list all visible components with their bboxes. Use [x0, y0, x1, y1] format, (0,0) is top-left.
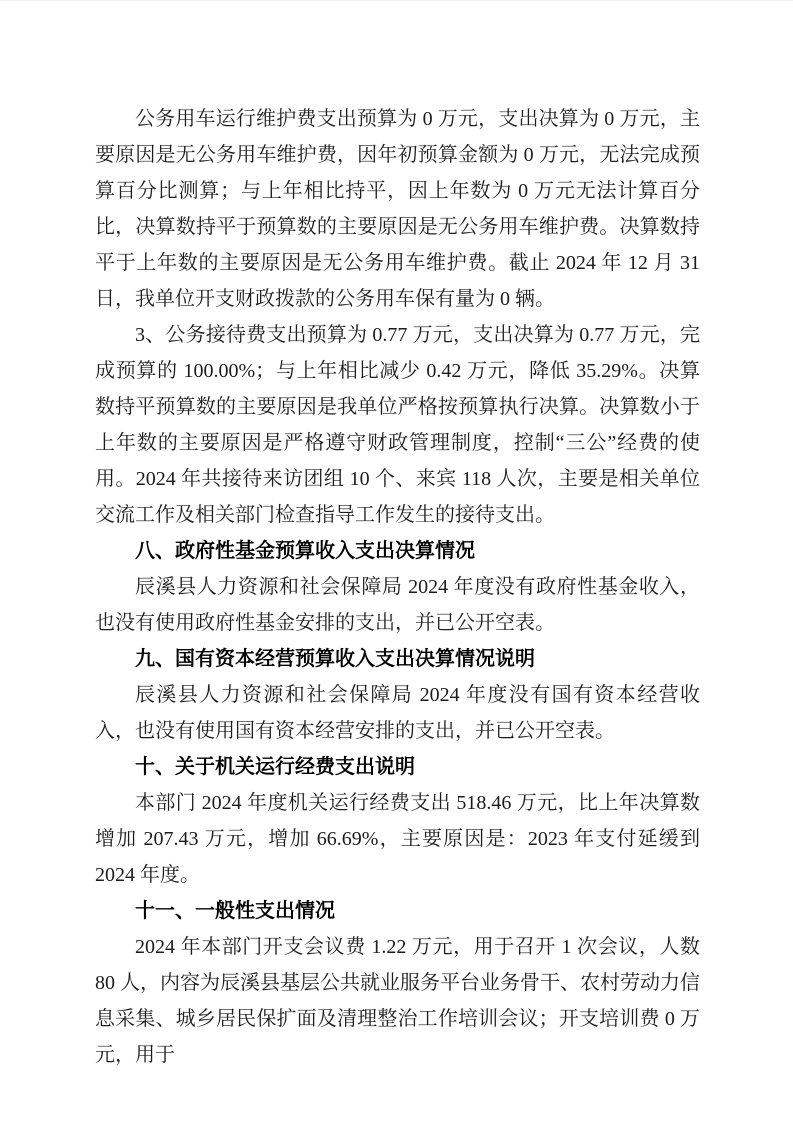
section-heading-state-capital-operation: 九、国有资本经营预算收入支出决算情况说明	[135, 648, 535, 670]
paragraph-vehicle-maintenance-expense: 公务用车运行维护费支出预算为 0 万元，支出决算为 0 万元，主要原因是无公务用车维护费，因年初预算金额为 0 万元，无法完成预算百分比测算；与上年相比持平，因上年数为 0 万元无法计算百分比，决算数持平于预算数的主要原因是无公务用车维护费。决算数持平于上年数的主要原因是无公务用车维护费。截止 2024 年 12 月 31 日，我单位开支财政拨款的公务用车保有量为 0 辆。	[95, 108, 700, 310]
paragraph-agency-operating-expense: 本部门 2024 年度机关运行经费支出 518.46 万元，比上年决算数增加 207.43 万元，增加 66.69%，主要原因是：2023 年支付延缓到 2024 年度。	[95, 792, 700, 886]
section-heading-general-expenditure: 十一、一般性支出情况	[135, 900, 335, 922]
paragraph-general-expenditure: 2024 年本部门开支会议费 1.22 万元，用于召开 1 次会议，人数 80 人，内容为辰溪县基层公共就业服务平台业务骨干、农村劳动力信息采集、城乡居民保扩面及清理整治工作培训会议；开支培训费 0 万元，用于	[95, 936, 700, 1066]
paragraph-government-fund-budget: 辰溪县人力资源和社会保障局 2024 年度没有政府性基金收入，也没有使用政府性基金安排的支出，并已公开空表。	[95, 576, 700, 634]
paragraph-official-reception-expense: 3、公务接待费支出预算为 0.77 万元，支出决算为 0.77 万元，完成预算的 100.00%；与上年相比减少 0.42 万元，降低 35.29%。决算数持平预算数的主要原因是我单位严格按预算执行决算。决算数小于上年数的主要原因是严格遵守财政管理制度，控制“三公”经费的使用。2024 年共接待来访团组 10 个、来宾 118 人次，主要是相关单位交流工作及相关部门检查指导工作发生的接待支出。	[95, 324, 700, 526]
document-body	[95, 101, 700, 1073]
section-heading-government-fund-budget: 八、政府性基金预算收入支出决算情况	[135, 540, 475, 562]
section-heading-agency-operating-expense: 十、关于机关运行经费支出说明	[135, 756, 415, 778]
paragraph-state-capital-operation: 辰溪县人力资源和社会保障局 2024 年度没有国有资本经营收入，也没有使用国有资本经营安排的支出，并已公开空表。	[95, 684, 700, 742]
